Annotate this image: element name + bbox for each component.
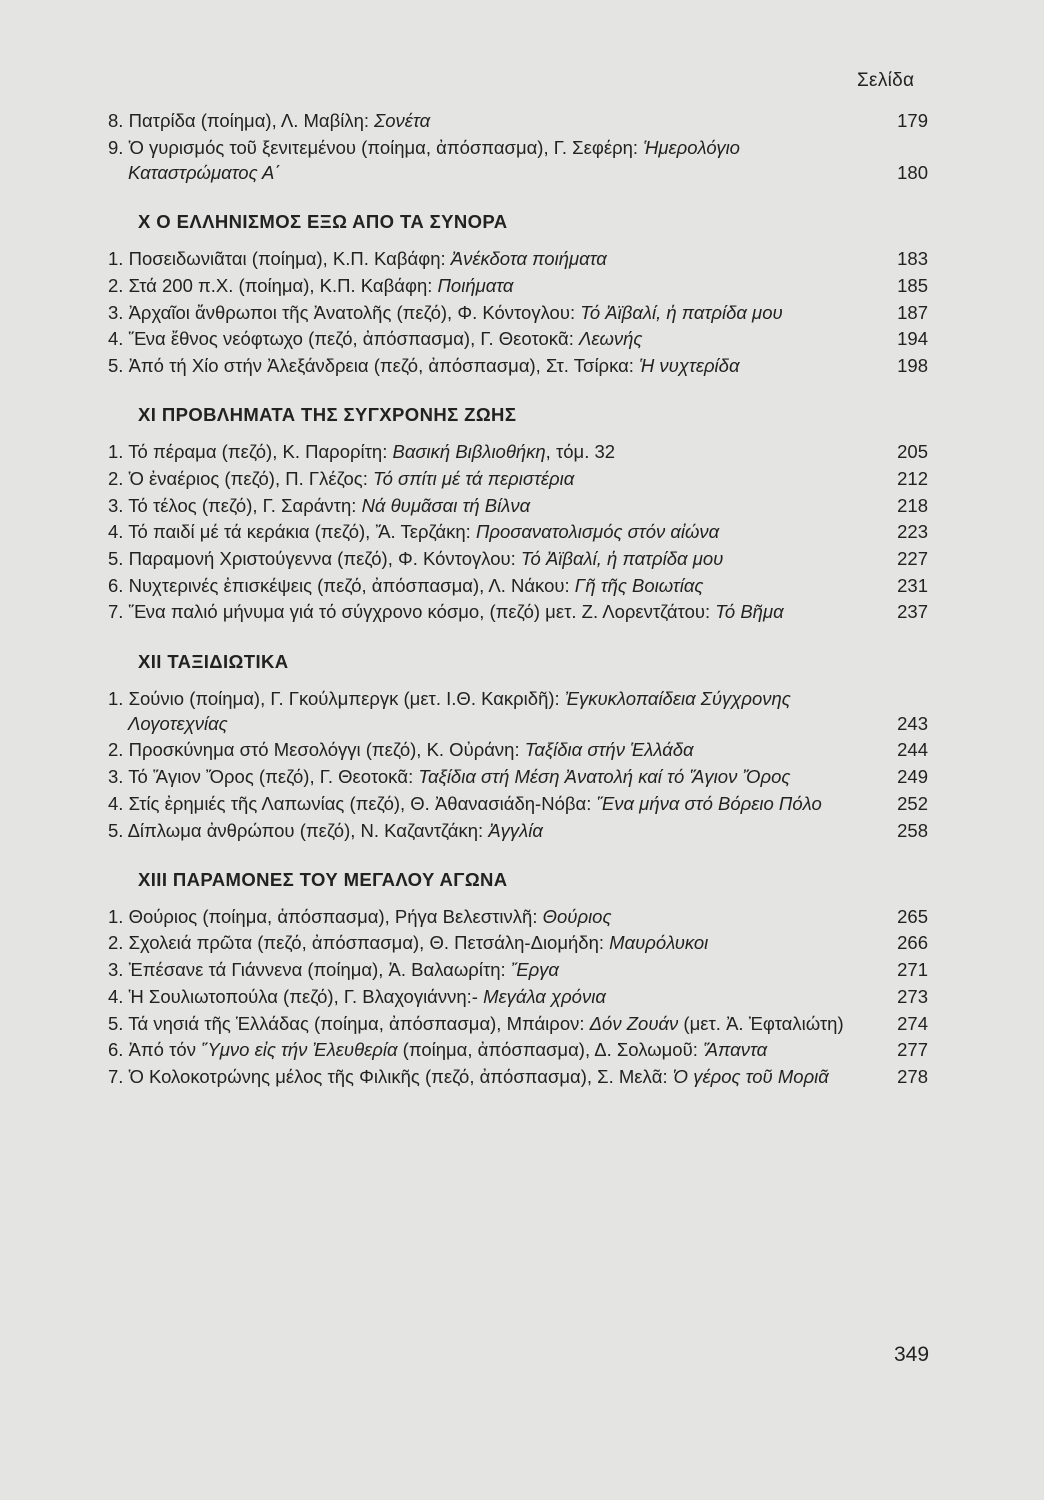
section-heading: X Ο ΕΛΛΗΝΙΣΜΟΣ ΕΞΩ ΑΠΟ ΤΑ ΣΥΝΟΡΑ (138, 211, 508, 233)
toc-entry: 6. Ἀπό τόν Ὕμνο εἰς τήν Ἐλευθερία (ποίημα, ἀπόσπασμα), Δ. Σολωμοῦ: Ἅπαντα 277 (108, 1037, 928, 1062)
toc-entry: 4. Ἡ Σουλιωτοπούλα (πεζό), Γ. Βλαχογιάννη:- Μεγάλα χρόνια 273 (108, 984, 928, 1009)
page-number: 198 (897, 354, 928, 376)
toc-entry: 2. Στά 200 π.Χ. (ποίημα), Κ.Π. Καβάφη: Ποιήματα 185 (108, 273, 928, 298)
folio-page-number: 349 (894, 1343, 930, 1366)
toc-entry: 1. Τό πέραμα (πεζό), Κ. Παρορίτη: Βασική Βιβλιοθήκη, τόμ. 32 205 (108, 439, 928, 464)
page-number: 278 (897, 1065, 928, 1087)
toc-entry: 8. Πατρίδα (ποίημα), Λ. Μαβίλη: Σονέτα 179 (108, 108, 928, 133)
toc-entry: 3. Ἐπέσανε τά Γιάννενα (ποίημα), Ἀ. Βαλαωρίτη: Ἔργα 271 (108, 957, 928, 982)
page-number: 179 (897, 110, 928, 131)
page-number: 194 (897, 328, 928, 350)
page-number: 244 (897, 739, 928, 761)
page-number: 185 (897, 274, 928, 296)
page-number: 243 (897, 712, 928, 734)
page-number: 265 (897, 905, 928, 927)
page-number: 274 (897, 1012, 928, 1034)
toc-entry: 5. Παραμονή Χριστούγεννα (πεζό), Φ. Κόντογλου: Τό Ἀϊβαλί, ἡ πατρίδα μου 227 (108, 546, 928, 571)
page-number: 249 (897, 766, 928, 788)
section-heading: XI ΠΡΟΒΛΗΜΑΤΑ ΤΗΣ ΣΥΓΧΡΟΝΗΣ ΖΩΗΣ (138, 404, 517, 426)
page-number: 223 (897, 521, 928, 543)
toc-entry: 5. Δίπλωμα ἀνθρώπου (πεζό), Ν. Καζαντζάκη: Ἀγγλία 258 (108, 818, 928, 843)
toc-entry: 6. Νυχτερινές ἐπισκέψεις (πεζό, ἀπόσπασμα), Λ. Νάκου: Γῆ τῆς Βοιωτίας 231 (108, 573, 928, 598)
page-number: 205 (897, 441, 928, 463)
page-number: 277 (897, 1039, 928, 1061)
toc-entry: 2. Σχολειά πρῶτα (πεζό, ἀπόσπασμα), Θ. Πετσάλη-Διομήδη: Μαυρόλυκοι 266 (108, 930, 928, 955)
page-number: 258 (897, 819, 928, 841)
page-number: 183 (897, 248, 928, 270)
toc-entry: 7. Ὁ Κολοκοτρώνης μέλος τῆς Φιλικῆς (πεζό, ἀπόσπασμα), Σ. Μελᾶ: Ὁ γέρος τοῦ Μοριᾶ 278 (108, 1064, 928, 1089)
toc-entry: 2. Ὁ ἐναέριος (πεζό), Π. Γλέζος: Τό σπίτι μέ τά περιστέρια 212 (108, 466, 928, 491)
page-number: 212 (897, 467, 928, 489)
toc-entry: 4. Τό παιδί μέ τά κεράκια (πεζό), Ἄ. Τερζάκη: Προσανατολισμός στόν αἰώνα 223 (108, 519, 928, 544)
table-of-contents (108, 108, 928, 1091)
toc-entry: 7. Ἕνα παλιό μήνυμα γιά τό σύγχρονο κόσμο, (πεζό) μετ. Ζ. Λορεντζάτου: Τό Βῆμα 237 (108, 599, 928, 624)
toc-entry: 5. Ἀπό τή Χίο στήν Ἀλεξάνδρεια (πεζό, ἀπόσπασμα), Στ. Τσίρκα: Ἡ νυχτερίδα 198 (108, 353, 928, 378)
toc-entry: 1. Σούνιο (ποίημα), Γ. Γκούλμπεργκ (μετ. Ι.Θ. Κακριδῆ): Ἐγκυκλοπαίδεια Σύγχρονης Λογοτεχνίας 243 (108, 686, 928, 736)
toc-entry: 3. Τό Ἅγιον Ὄρος (πεζό), Γ. Θεοτοκᾶ: Ταξίδια στή Μέση Ἀνατολή καί τό Ἅγιον Ὄρος 249 (108, 764, 928, 789)
page-number: 252 (897, 792, 928, 814)
toc-entry: 9. Ὁ γυρισμός τοῦ ξενιτεμένου (ποίημα, ἀπόσπασμα), Γ. Σεφέρη: Ἡμερολόγιο Καταστρώματος Α΄ 180 (108, 135, 928, 185)
toc-entry: 4. Ἕνα ἔθνος νεόφτωχο (πεζό, ἀπόσπασμα), Γ. Θεοτοκᾶ: Λεωνής 194 (108, 326, 928, 351)
page-number: 231 (897, 574, 928, 596)
toc-entry: 4. Στίς ἐρημιές τῆς Λαπωνίας (πεζό), Θ. Ἀθανασιάδη-Νόβα: Ἕνα μήνα στό Βόρειο Πόλο 252 (108, 791, 928, 816)
page-column-header: Σελίδα (857, 70, 915, 91)
page-number: 273 (897, 985, 928, 1007)
page-number: 218 (897, 494, 928, 516)
page-number: 266 (897, 932, 928, 954)
page-number: 187 (897, 301, 928, 323)
section-heading: XIII ΠΑΡΑΜΟΝΕΣ ΤΟΥ ΜΕΓΑΛΟΥ ΑΓΩΝΑ (138, 868, 508, 890)
section-heading: XII ΤΑΞΙΔΙΩΤΙΚΑ (138, 650, 289, 672)
toc-entry: 1. Ποσειδωνιᾶται (ποίημα), Κ.Π. Καβάφη: Ἀνέκδοτα ποιήματα 183 (108, 246, 928, 271)
toc-entry: 3. Τό τέλος (πεζό), Γ. Σαράντη: Νά θυμᾶσαι τή Βίλνα 218 (108, 493, 928, 518)
page-number: 227 (897, 547, 928, 569)
page-number: 237 (897, 601, 928, 623)
toc-entry: 2. Προσκύνημα στό Μεσολόγγι (πεζό), Κ. Οὐράνη: Ταξίδια στήν Ἑλλάδα 244 (108, 737, 928, 762)
toc-entry: 1. Θούριος (ποίημα, ἀπόσπασμα), Ρήγα Βελεστινλῆ: Θούριος 265 (108, 904, 928, 929)
toc-entry: 5. Τά νησιά τῆς Ἑλλάδας (ποίημα, ἀπόσπασμα), Μπάιρον: Δόν Ζουάν (μετ. Ἀ. Ἐφταλιώτη) 274 (108, 1011, 928, 1036)
toc-entry: 3. Ἀρχαῖοι ἄνθρωποι τῆς Ἀνατολῆς (πεζό), Φ. Κόντογλου: Τό Ἀϊβαλί, ἡ πατρίδα μου 187 (108, 300, 928, 325)
page-number: 271 (897, 959, 928, 981)
page-number: 180 (897, 161, 928, 183)
